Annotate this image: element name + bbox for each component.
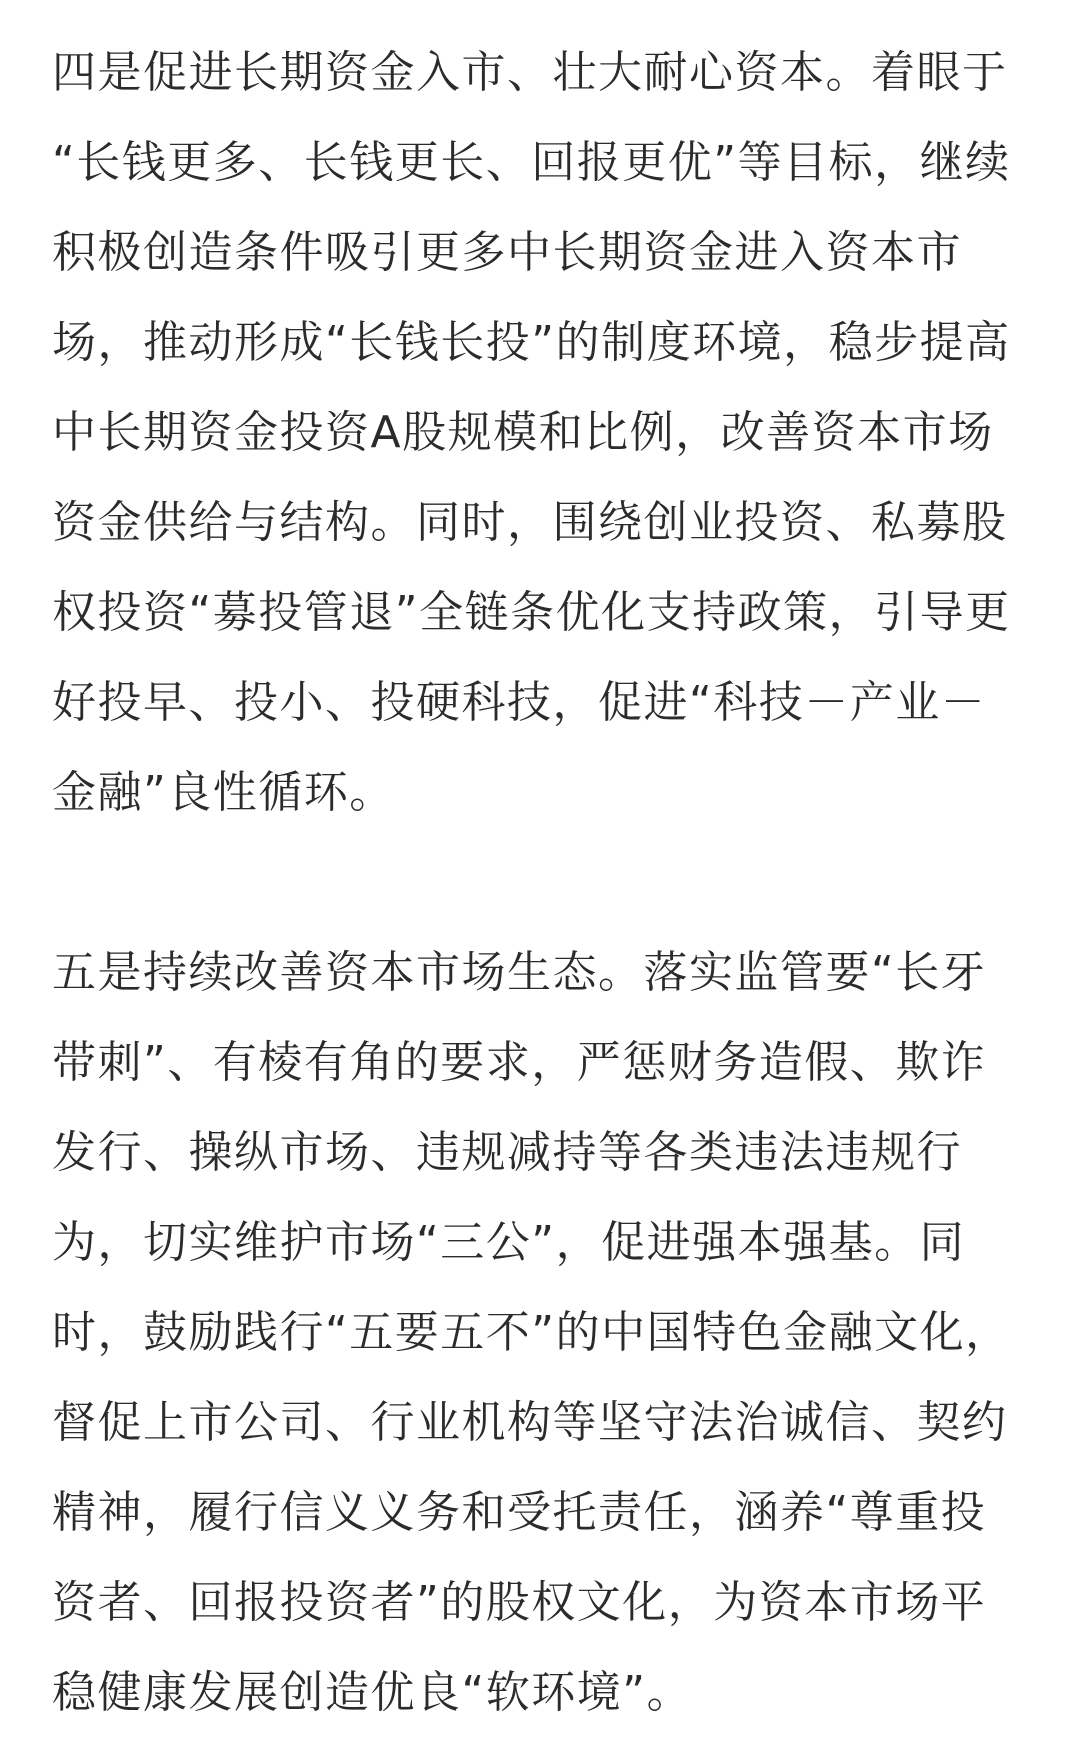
text-line: “长钱更多、长钱更长、回报更优”等目标，继续 <box>52 137 1011 188</box>
text-line: 带刺”、有棱有角的要求，严惩财务造假、欺诈 <box>52 1037 987 1088</box>
paragraph-5 <box>52 928 1052 1738</box>
text-line: 五是持续改善资本市场生态。落实监管要“长牙 <box>52 947 987 998</box>
paragraph-spacer <box>52 838 1052 928</box>
text-line: 好投早、投小、投硬科技，促进“科技－产业－ <box>52 677 987 728</box>
text-line: 四是促进长期资金入市、壮大耐心资本。着眼于 <box>52 47 1008 98</box>
text-line: 中长期资金投资A股规模和比例，改善资本市场 <box>52 407 994 458</box>
text-line: 资金供给与结构。同时，围绕创业投资、私募股 <box>52 497 1008 548</box>
text-line: 稳健康发展创造优良“软环境”。 <box>52 1667 693 1718</box>
text-line: 金融”良性循环。 <box>52 767 395 818</box>
article-body <box>52 28 1052 1738</box>
paragraph-4 <box>52 28 1052 838</box>
text-line: 场，推动形成“长钱长投”的制度环境，稳步提高 <box>52 317 1011 368</box>
text-line: 权投资“募投管退”全链条优化支持政策，引导更 <box>52 587 1011 638</box>
text-line: 时，鼓励践行“五要五不”的中国特色金融文化， <box>52 1307 1011 1358</box>
text-line: 精神，履行信义义务和受托责任，涵养“尊重投 <box>52 1487 987 1538</box>
text-line: 为，切实维护市场“三公”，促进强本强基。同 <box>52 1217 966 1268</box>
text-line: 积极创造条件吸引更多中长期资金进入资本市 <box>52 227 962 278</box>
text-line: 督促上市公司、行业机构等坚守法治诚信、契约 <box>52 1397 1008 1448</box>
text-line: 资者、回报投资者”的股权文化，为资本市场平 <box>52 1577 987 1628</box>
text-line: 发行、操纵市场、违规减持等各类违法违规行 <box>52 1127 962 1178</box>
